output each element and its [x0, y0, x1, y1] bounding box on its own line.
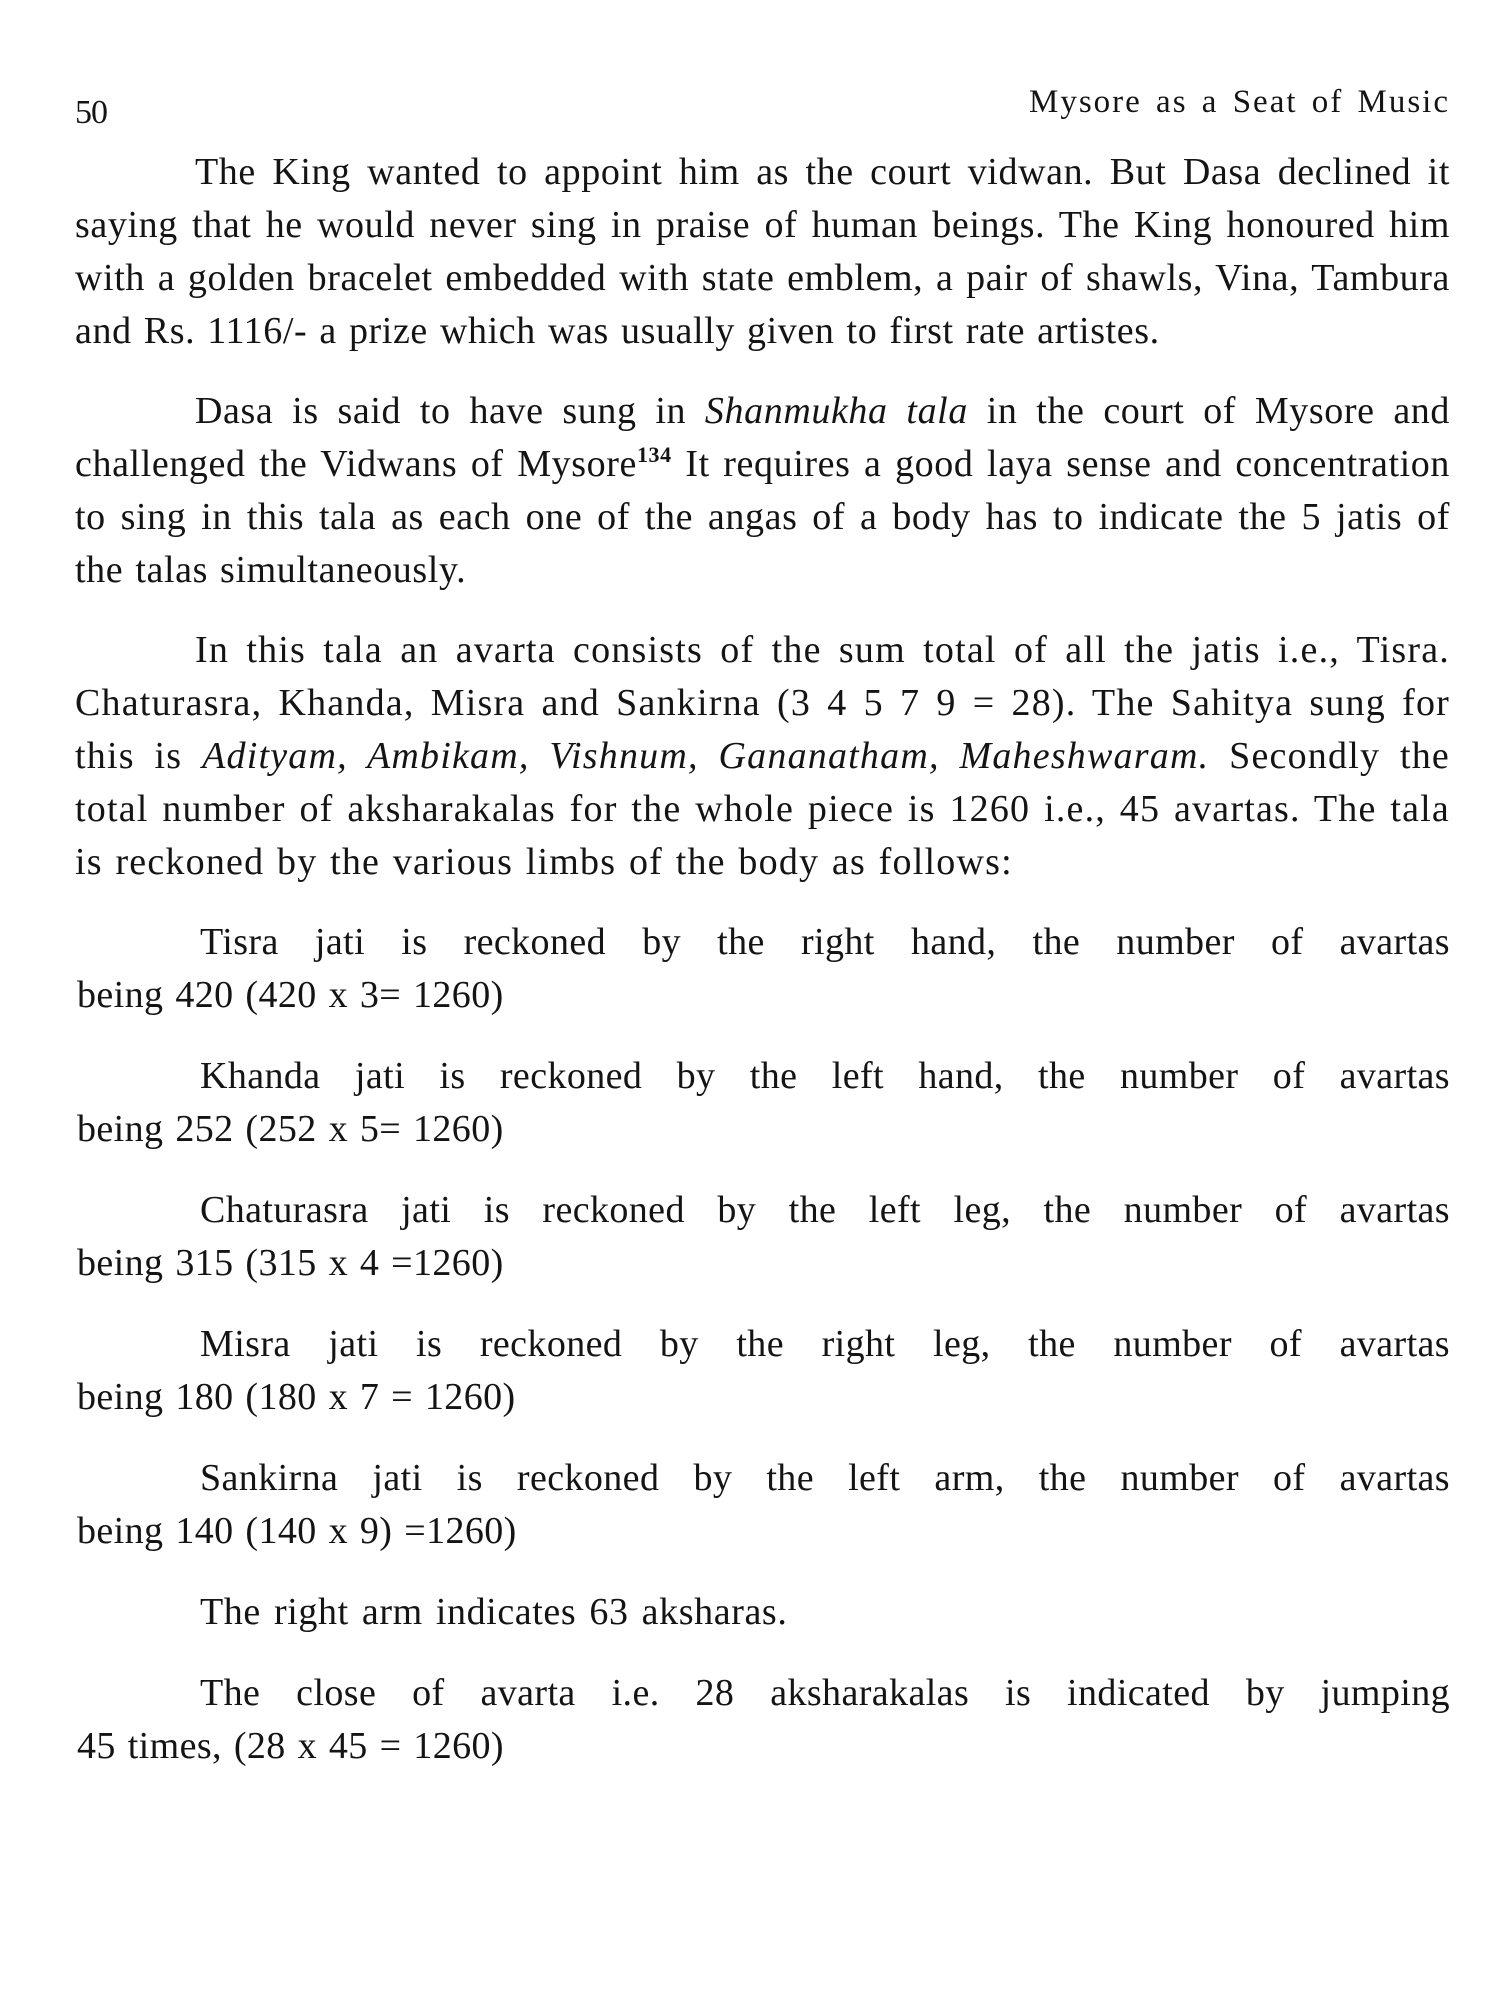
- page-body: [75, 146, 1450, 1773]
- book-page: [75, 78, 1450, 1958]
- running-title: Mysore as a Seat of Music: [1028, 84, 1450, 120]
- text-run: It requires a good laya sense and concentration to sing in this tala as each one of the angas of a body has to indicate the 5 jatis of the talas simultaneously.: [75, 443, 1450, 591]
- running-head: [75, 78, 1450, 138]
- paragraph-shanmukha-tala: [75, 385, 1450, 597]
- text-run: Secondly the total number of aksharakalas for the whole piece is 1260 i.e., 45 avartas. The tala is reckoned by the various limbs of the body as follows:: [75, 735, 1450, 883]
- jati-count: being 315 (315 x 4 =1260): [77, 1242, 504, 1284]
- paragraph-avarta: [75, 624, 1450, 889]
- jati-line: Sankirna jati is reckoned by the left arm, the number of avartas: [200, 1457, 1450, 1499]
- jati-line: Khanda jati is reckoned by the left hand, the number of avartas: [200, 1055, 1450, 1097]
- closing-count: 45 times, (28 x 45 = 1260): [77, 1725, 504, 1767]
- jati-item-misra: [75, 1318, 1450, 1424]
- italic-term: Shanmukha tala: [704, 390, 968, 432]
- jati-count: being 420 (420 x 3= 1260): [77, 974, 504, 1016]
- italic-sahitya: Adityam, Ambikam, Vishnum, Gananatham, Maheshwaram.: [202, 735, 1210, 777]
- jati-item-sankirna: [75, 1452, 1450, 1558]
- jati-line: Misra jati is reckoned by the right leg, the number of avartas: [200, 1323, 1450, 1365]
- closing-avarta: [75, 1667, 1450, 1773]
- text-run: Dasa is said to have sung in: [195, 390, 705, 432]
- jati-item-khanda: [75, 1050, 1450, 1156]
- footnote-marker[interactable]: 134: [636, 442, 672, 467]
- jati-item-tisra: [75, 916, 1450, 1022]
- text-run: In this tala an avarta consists of the sum total of all the jatis i.e., Tisra. Chaturasra, Khanda, Misra and Sankirna (3 4 5 7 9 = 28). The Sahitya sung for this is: [75, 629, 1450, 777]
- paragraph-court-vidwan: The King wanted to appoint him as the court vidwan. But Dasa declined it saying that he would never sing in praise of human beings. The King honoured him with a golden bracelet embedded with state emblem, a pair of shawls, Vina, Tambura and Rs. 1116/- a prize which was usually given to first rate artistes.: [75, 151, 1450, 352]
- right-arm-line: The right arm indicates 63 aksharas.: [200, 1591, 788, 1633]
- jati-line: Tisra jati is reckoned by the right hand, the number of avartas: [200, 921, 1450, 963]
- jati-count: being 252 (252 x 5= 1260): [77, 1108, 504, 1150]
- text-run: in the court of Mysore and challenged the Vidwans of Mysore: [75, 390, 1450, 485]
- page-number: 50: [75, 94, 107, 131]
- jati-item-chaturasra: [75, 1184, 1450, 1290]
- jati-count: being 140 (140 x 9) =1260): [77, 1510, 517, 1552]
- jati-count: being 180 (180 x 7 = 1260): [77, 1376, 516, 1418]
- jati-list: [75, 916, 1450, 1558]
- closing-line: The close of avarta i.e. 28 aksharakalas is indicated by jumping: [200, 1672, 1450, 1714]
- jati-line: Chaturasra jati is reckoned by the left leg, the number of avartas: [200, 1189, 1450, 1231]
